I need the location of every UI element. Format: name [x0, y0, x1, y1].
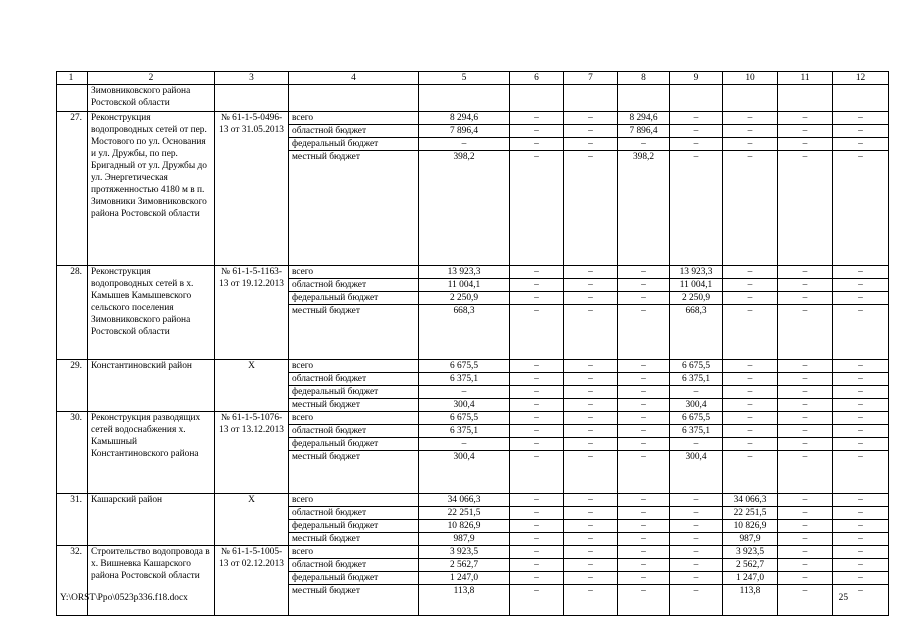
- amount-cell: –: [510, 151, 564, 266]
- funding-source: федеральный бюджет: [289, 520, 419, 533]
- amount-cell: –: [670, 112, 723, 125]
- funding-source: всего: [289, 412, 419, 425]
- amount-cell: 2 562,7: [419, 559, 510, 572]
- amount-cell: –: [833, 494, 889, 507]
- amount-cell: 6 375,1: [419, 373, 510, 386]
- amount-cell: 2 562,7: [723, 559, 778, 572]
- object-name: Реконструкция разводящих сетей водоснабжения х. Камышный Константиновского района: [88, 412, 215, 494]
- empty-cell: [419, 85, 510, 112]
- amount-cell: –: [670, 438, 723, 451]
- amount-cell: –: [833, 520, 889, 533]
- amount-cell: –: [510, 585, 564, 616]
- amount-cell: 7 896,4: [419, 125, 510, 138]
- amount-cell: –: [723, 399, 778, 412]
- empty-cell: [510, 85, 564, 112]
- amount-cell: 300,4: [419, 399, 510, 412]
- amount-cell: –: [778, 520, 833, 533]
- amount-cell: –: [618, 412, 670, 425]
- amount-cell: –: [618, 292, 670, 305]
- amount-cell: –: [670, 507, 723, 520]
- object-name: Реконструкция водопроводных сетей от пер. Мостового по ул. Основания и ул. Дружбы, по пер. Бригадный от ул. Дружбы до ул. Энергетическая протяженностью 4180 м в п. Зимовники Зимовниковского района Ростовской области: [88, 112, 215, 266]
- amount-cell: –: [723, 138, 778, 151]
- amount-cell: –: [723, 451, 778, 494]
- funding-source: всего: [289, 494, 419, 507]
- amount-cell: 13 923,3: [670, 266, 723, 279]
- amount-cell: 6 675,5: [670, 360, 723, 373]
- empty-cell: [618, 85, 670, 112]
- funding-source: всего: [289, 112, 419, 125]
- amount-cell: 300,4: [419, 451, 510, 494]
- row-number: 32.: [57, 546, 88, 616]
- funding-source: областной бюджет: [289, 373, 419, 386]
- amount-cell: –: [778, 292, 833, 305]
- funding-source: областной бюджет: [289, 507, 419, 520]
- document-reference: № 61-1-5-1076-13 от 13.12.2013: [215, 412, 289, 494]
- funding-source: областной бюджет: [289, 425, 419, 438]
- amount-cell: –: [670, 138, 723, 151]
- funding-source: федеральный бюджет: [289, 438, 419, 451]
- amount-cell: –: [778, 494, 833, 507]
- amount-cell: –: [618, 438, 670, 451]
- amount-cell: –: [833, 533, 889, 546]
- amount-cell: –: [564, 386, 618, 399]
- amount-cell: 22 251,5: [723, 507, 778, 520]
- funding-source: всего: [289, 546, 419, 559]
- amount-cell: –: [723, 279, 778, 292]
- amount-cell: –: [564, 438, 618, 451]
- table-row: [57, 360, 889, 373]
- amount-cell: –: [833, 125, 889, 138]
- amount-cell: –: [778, 266, 833, 279]
- amount-cell: –: [510, 546, 564, 559]
- amount-cell: –: [833, 151, 889, 266]
- amount-cell: –: [778, 125, 833, 138]
- amount-cell: –: [510, 292, 564, 305]
- amount-cell: –: [510, 386, 564, 399]
- amount-cell: –: [510, 451, 564, 494]
- amount-cell: –: [723, 292, 778, 305]
- table-row: [57, 494, 889, 507]
- amount-cell: –: [564, 520, 618, 533]
- amount-cell: –: [510, 399, 564, 412]
- amount-cell: –: [618, 279, 670, 292]
- table-row: [57, 546, 889, 559]
- amount-cell: –: [419, 438, 510, 451]
- amount-cell: –: [564, 360, 618, 373]
- funding-source: областной бюджет: [289, 559, 419, 572]
- amount-cell: 2 250,9: [419, 292, 510, 305]
- amount-cell: –: [564, 292, 618, 305]
- amount-cell: –: [564, 151, 618, 266]
- amount-cell: 1 247,0: [419, 572, 510, 585]
- amount-cell: –: [564, 585, 618, 616]
- amount-cell: 398,2: [419, 151, 510, 266]
- amount-cell: –: [833, 266, 889, 279]
- funding-source: всего: [289, 266, 419, 279]
- amount-cell: –: [723, 386, 778, 399]
- funding-source: федеральный бюджет: [289, 386, 419, 399]
- amount-cell: –: [833, 399, 889, 412]
- amount-cell: –: [618, 507, 670, 520]
- amount-cell: –: [510, 412, 564, 425]
- amount-cell: –: [778, 399, 833, 412]
- row-number: 28.: [57, 266, 88, 360]
- funding-source: федеральный бюджет: [289, 138, 419, 151]
- amount-cell: –: [618, 559, 670, 572]
- amount-cell: –: [564, 399, 618, 412]
- continuation-text: Зимовниковского района Ростовской области: [88, 85, 215, 112]
- amount-cell: –: [618, 425, 670, 438]
- amount-cell: –: [618, 399, 670, 412]
- amount-cell: –: [564, 305, 618, 360]
- amount-cell: –: [778, 438, 833, 451]
- amount-cell: 34 066,3: [419, 494, 510, 507]
- amount-cell: –: [723, 266, 778, 279]
- empty-cell: [289, 85, 419, 112]
- amount-cell: –: [510, 533, 564, 546]
- amount-cell: –: [510, 266, 564, 279]
- budget-table: [56, 71, 889, 616]
- empty-cell: [670, 85, 723, 112]
- column-number: 12: [833, 72, 889, 85]
- amount-cell: –: [618, 520, 670, 533]
- amount-cell: 6 675,5: [419, 360, 510, 373]
- funding-source: местный бюджет: [289, 585, 419, 616]
- funding-source: местный бюджет: [289, 451, 419, 494]
- amount-cell: 668,3: [419, 305, 510, 360]
- row-number: 30.: [57, 412, 88, 494]
- funding-source: местный бюджет: [289, 305, 419, 360]
- amount-cell: –: [833, 112, 889, 125]
- amount-cell: 10 826,9: [419, 520, 510, 533]
- column-number: 9: [670, 72, 723, 85]
- amount-cell: –: [723, 438, 778, 451]
- amount-cell: –: [564, 507, 618, 520]
- continuation-row: [57, 85, 889, 112]
- empty-cell: [723, 85, 778, 112]
- amount-cell: –: [618, 360, 670, 373]
- amount-cell: –: [833, 292, 889, 305]
- funding-source: областной бюджет: [289, 279, 419, 292]
- funding-source: федеральный бюджет: [289, 572, 419, 585]
- amount-cell: –: [618, 266, 670, 279]
- amount-cell: –: [564, 138, 618, 151]
- amount-cell: –: [510, 438, 564, 451]
- amount-cell: –: [618, 494, 670, 507]
- amount-cell: 987,9: [723, 533, 778, 546]
- object-name: Реконструкция водопроводных сетей в х. Камышев Камышевского сельского поселения Зимовниковского района Ростовской области: [88, 266, 215, 360]
- amount-cell: –: [510, 112, 564, 125]
- amount-cell: –: [564, 546, 618, 559]
- amount-cell: –: [723, 373, 778, 386]
- amount-cell: –: [670, 125, 723, 138]
- amount-cell: –: [670, 151, 723, 266]
- amount-cell: 398,2: [618, 151, 670, 266]
- amount-cell: –: [618, 373, 670, 386]
- object-name: Кашарский район: [88, 494, 215, 546]
- amount-cell: –: [510, 559, 564, 572]
- amount-cell: –: [564, 572, 618, 585]
- amount-cell: –: [564, 266, 618, 279]
- column-number: 7: [564, 72, 618, 85]
- amount-cell: 300,4: [670, 451, 723, 494]
- table-row: [57, 412, 889, 425]
- object-name: Строительство водопровода в х. Вишневка Кашарского района Ростовской области: [88, 546, 215, 616]
- funding-source: федеральный бюджет: [289, 292, 419, 305]
- amount-cell: –: [564, 125, 618, 138]
- amount-cell: –: [778, 507, 833, 520]
- amount-cell: –: [510, 305, 564, 360]
- amount-cell: –: [510, 360, 564, 373]
- amount-cell: –: [510, 520, 564, 533]
- amount-cell: 1 247,0: [723, 572, 778, 585]
- amount-cell: –: [833, 585, 889, 616]
- amount-cell: –: [618, 533, 670, 546]
- table-row: [57, 266, 889, 279]
- amount-cell: 7 896,4: [618, 125, 670, 138]
- amount-cell: –: [618, 138, 670, 151]
- document-reference: X: [215, 360, 289, 412]
- amount-cell: 11 004,1: [670, 279, 723, 292]
- amount-cell: 6 675,5: [419, 412, 510, 425]
- empty-cell: [778, 85, 833, 112]
- amount-cell: –: [510, 494, 564, 507]
- document-reference: X: [215, 494, 289, 546]
- funding-source: всего: [289, 360, 419, 373]
- amount-cell: –: [723, 425, 778, 438]
- amount-cell: 300,4: [670, 399, 723, 412]
- amount-cell: –: [618, 305, 670, 360]
- amount-cell: 987,9: [419, 533, 510, 546]
- amount-cell: –: [670, 494, 723, 507]
- amount-cell: –: [510, 425, 564, 438]
- document-reference: № 61-1-5-0496-13 от 31.05.2013: [215, 112, 289, 266]
- amount-cell: –: [833, 138, 889, 151]
- amount-cell: –: [510, 572, 564, 585]
- amount-cell: –: [564, 412, 618, 425]
- amount-cell: 113,8: [723, 585, 778, 616]
- amount-cell: –: [778, 412, 833, 425]
- amount-cell: –: [510, 138, 564, 151]
- amount-cell: –: [564, 425, 618, 438]
- column-number: 2: [88, 72, 215, 85]
- document-reference: № 61-1-5-1005-13 от 02.12.2013: [215, 546, 289, 616]
- amount-cell: –: [618, 386, 670, 399]
- amount-cell: 6 675,5: [670, 412, 723, 425]
- amount-cell: –: [564, 559, 618, 572]
- row-number: 29.: [57, 360, 88, 412]
- amount-cell: –: [723, 412, 778, 425]
- amount-cell: –: [778, 559, 833, 572]
- amount-cell: 6 375,1: [670, 373, 723, 386]
- amount-cell: –: [670, 559, 723, 572]
- column-number: 8: [618, 72, 670, 85]
- amount-cell: –: [833, 425, 889, 438]
- funding-source: местный бюджет: [289, 151, 419, 266]
- amount-cell: –: [778, 360, 833, 373]
- amount-cell: –: [564, 451, 618, 494]
- amount-cell: –: [618, 451, 670, 494]
- amount-cell: –: [564, 279, 618, 292]
- amount-cell: –: [833, 546, 889, 559]
- amount-cell: –: [833, 305, 889, 360]
- amount-cell: 8 294,6: [618, 112, 670, 125]
- table-row: [57, 112, 889, 125]
- amount-cell: 13 923,3: [419, 266, 510, 279]
- amount-cell: –: [778, 386, 833, 399]
- column-number: 4: [289, 72, 419, 85]
- amount-cell: 2 250,9: [670, 292, 723, 305]
- row-number: 31.: [57, 494, 88, 546]
- amount-cell: –: [510, 125, 564, 138]
- amount-cell: –: [833, 438, 889, 451]
- amount-cell: –: [723, 305, 778, 360]
- amount-cell: –: [833, 373, 889, 386]
- amount-cell: –: [723, 112, 778, 125]
- amount-cell: 3 923,5: [723, 546, 778, 559]
- amount-cell: –: [670, 585, 723, 616]
- column-number: 10: [723, 72, 778, 85]
- amount-cell: 11 004,1: [419, 279, 510, 292]
- empty-cell: [215, 85, 289, 112]
- amount-cell: –: [618, 572, 670, 585]
- amount-cell: –: [778, 279, 833, 292]
- amount-cell: –: [778, 546, 833, 559]
- amount-cell: 668,3: [670, 305, 723, 360]
- amount-cell: –: [510, 373, 564, 386]
- amount-cell: 22 251,5: [419, 507, 510, 520]
- empty-cell: [833, 85, 889, 112]
- amount-cell: 6 375,1: [419, 425, 510, 438]
- amount-cell: –: [778, 585, 833, 616]
- amount-cell: –: [778, 451, 833, 494]
- column-number: 5: [419, 72, 510, 85]
- column-number: 11: [778, 72, 833, 85]
- amount-cell: 113,8: [419, 585, 510, 616]
- amount-cell: –: [778, 572, 833, 585]
- object-name: Константиновский район: [88, 360, 215, 412]
- amount-cell: –: [618, 546, 670, 559]
- row-number: 27.: [57, 112, 88, 266]
- amount-cell: 8 294,6: [419, 112, 510, 125]
- row-number-empty: [57, 85, 88, 112]
- amount-cell: 34 066,3: [723, 494, 778, 507]
- header-row: [57, 72, 889, 85]
- amount-cell: –: [510, 279, 564, 292]
- amount-cell: –: [670, 520, 723, 533]
- amount-cell: 3 923,5: [419, 546, 510, 559]
- amount-cell: –: [778, 373, 833, 386]
- file-path: Y:\ORST\Ppo\0523p336.f18.docx: [60, 593, 188, 603]
- amount-cell: –: [833, 279, 889, 292]
- amount-cell: –: [833, 451, 889, 494]
- amount-cell: –: [833, 572, 889, 585]
- amount-cell: –: [564, 533, 618, 546]
- page-number: 25: [838, 593, 848, 603]
- amount-cell: –: [618, 585, 670, 616]
- empty-cell: [564, 85, 618, 112]
- amount-cell: –: [778, 305, 833, 360]
- amount-cell: –: [833, 360, 889, 373]
- amount-cell: –: [833, 559, 889, 572]
- amount-cell: –: [778, 138, 833, 151]
- funding-source: местный бюджет: [289, 399, 419, 412]
- amount-cell: –: [670, 533, 723, 546]
- column-number: 3: [215, 72, 289, 85]
- amount-cell: –: [564, 373, 618, 386]
- amount-cell: –: [419, 138, 510, 151]
- amount-cell: –: [778, 112, 833, 125]
- document-reference: № 61-1-5-1163-13 от 19.12.2013: [215, 266, 289, 360]
- amount-cell: –: [723, 360, 778, 373]
- amount-cell: –: [564, 112, 618, 125]
- funding-source: областной бюджет: [289, 125, 419, 138]
- amount-cell: –: [778, 425, 833, 438]
- amount-cell: –: [833, 386, 889, 399]
- column-number: 6: [510, 72, 564, 85]
- funding-source: местный бюджет: [289, 533, 419, 546]
- amount-cell: –: [564, 494, 618, 507]
- amount-cell: –: [670, 546, 723, 559]
- amount-cell: 10 826,9: [723, 520, 778, 533]
- amount-cell: –: [778, 533, 833, 546]
- amount-cell: –: [670, 386, 723, 399]
- amount-cell: –: [833, 507, 889, 520]
- amount-cell: –: [723, 151, 778, 266]
- amount-cell: –: [778, 151, 833, 266]
- amount-cell: –: [419, 386, 510, 399]
- amount-cell: –: [833, 412, 889, 425]
- amount-cell: –: [670, 572, 723, 585]
- amount-cell: 6 375,1: [670, 425, 723, 438]
- amount-cell: –: [510, 507, 564, 520]
- column-number: 1: [57, 72, 88, 85]
- amount-cell: –: [723, 125, 778, 138]
